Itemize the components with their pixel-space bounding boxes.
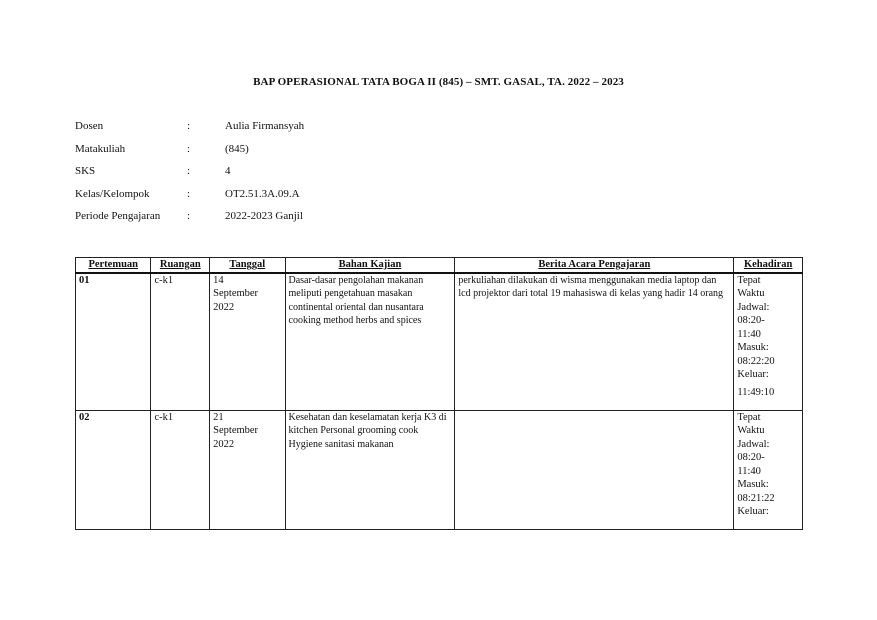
tanggal-day: 14 (213, 274, 224, 286)
cell-ruangan: c-k1 (151, 273, 210, 411)
meta-row-periode (75, 210, 304, 233)
meta-label: Matakuliah (75, 142, 126, 155)
meta-row-matakuliah (75, 143, 304, 166)
meta-row-sks (75, 165, 304, 188)
cell-pertemuan: 02 (76, 410, 151, 529)
meta-row-kelas (75, 188, 304, 211)
meta-label: SKS (75, 165, 96, 177)
course-info (75, 120, 304, 233)
meta-value-matakuliah: (845) (225, 142, 249, 155)
kehadiran-line: 11:40 (737, 465, 761, 477)
cell-berita-acara (455, 410, 734, 529)
cell-pertemuan: 01 (76, 273, 151, 411)
header-berita-acara: Berita Acara Pengajaran (455, 258, 734, 273)
tanggal-month: September (213, 425, 259, 436)
meta-colon: : (187, 165, 191, 177)
cell-berita-acara: perkuliahan dilakukan di wisma menggunakan media laptop dan lcd projektor dari total 19 mahasiswa di kelas yang hadir 14 orang (455, 273, 734, 411)
cell-kehadiran (734, 273, 803, 411)
bap-table (75, 257, 803, 530)
tanggal-day: 21 (213, 411, 224, 423)
meta-label: Periode Pengajaran (75, 210, 161, 222)
header-kehadiran: Kehadiran (734, 258, 803, 273)
kehadiran-line: Masuk: (737, 342, 769, 353)
kehadiran-line: Jadwal: (737, 438, 770, 450)
cell-tanggal (210, 273, 285, 411)
tanggal-month: September (213, 288, 259, 299)
meta-colon: : (187, 142, 191, 155)
table-row (76, 273, 803, 411)
kehadiran-line: Keluar: (737, 506, 769, 517)
header-bahan-kajian: Bahan Kajian (285, 258, 455, 273)
table-header-row (76, 258, 803, 273)
meta-value-periode: 2022-2023 Ganjil (225, 210, 303, 222)
meta-colon: : (187, 120, 191, 132)
header-ruangan: Ruangan (151, 258, 210, 273)
tanggal-year: 2022 (213, 301, 235, 313)
kehadiran-line: 11:49:10 (737, 386, 775, 398)
document-title: BAP OPERASIONAL TATA BOGA II (845) – SMT. GASAL, TA. 2022 – 2023 (253, 76, 624, 88)
kehadiran-line: Masuk: (737, 479, 769, 490)
kehadiran-line: 08:20- (737, 315, 765, 326)
kehadiran-line: 08:21:22 (737, 492, 775, 504)
meta-label: Kelas/Kelompok (75, 187, 150, 200)
meta-colon: : (187, 187, 191, 200)
meta-label: Dosen (75, 120, 104, 132)
kehadiran-line: Jadwal: (737, 301, 770, 313)
meta-value-sks: 4 (225, 165, 231, 177)
meta-colon: : (187, 210, 191, 222)
table-row (76, 410, 803, 529)
header-pertemuan: Pertemuan (76, 258, 151, 273)
kehadiran-line: Tepat (737, 411, 761, 423)
header-tanggal: Tanggal (210, 258, 285, 273)
meta-value-kelas: OT2.51.3A.09.A (225, 187, 300, 200)
cell-tanggal (210, 410, 285, 529)
tanggal-year: 2022 (213, 438, 235, 450)
kehadiran-line: 11:40 (737, 328, 761, 340)
kehadiran-line: 08:22:20 (737, 355, 775, 367)
cell-bahan-kajian: Dasar-dasar pengolahan makanan meliputi pengetahuan masakan continental oriental dan nusantara cooking method herbs and spices (285, 273, 455, 411)
cell-bahan-kajian: Kesehatan dan keselamatan kerja K3 di kitchen Personal grooming cook Hygiene sanitasi makanan (285, 410, 455, 529)
cell-kehadiran (734, 410, 803, 529)
kehadiran-line: Tepat (737, 274, 761, 286)
kehadiran-line: 08:20- (737, 452, 765, 463)
cell-ruangan: c-k1 (151, 410, 210, 529)
meta-row-dosen (75, 120, 304, 143)
meta-value-dosen: Aulia Firmansyah (225, 120, 305, 132)
kehadiran-line: Keluar: (737, 369, 769, 380)
kehadiran-line: Waktu (737, 425, 765, 436)
kehadiran-line: Waktu (737, 288, 765, 299)
